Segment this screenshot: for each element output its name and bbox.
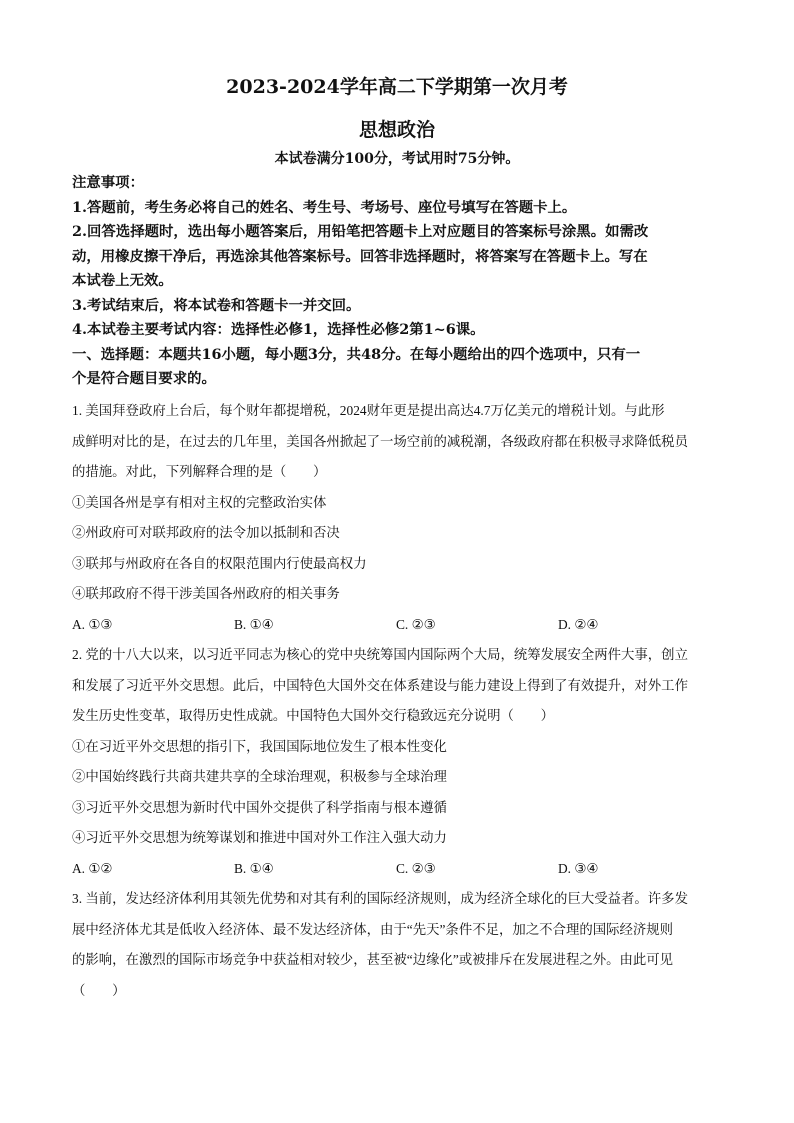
option-c: C. ②③ [396,616,436,632]
question-3 [72,884,722,1006]
statement: ③习近平外交思想为新时代中国外交提供了科学指南与根本遵循 [72,799,447,815]
options-row [72,610,722,641]
question-stem-line: 2. 党的十八大以来，以习近平同志为核心的党中央统筹国内国际两个大局，统筹发展安全两件大事，创立 [72,647,688,662]
statement: ②州政府可对联邦政府的法令加以抵制和否决 [72,525,340,540]
notes-section [72,171,722,392]
notes-heading: 注意事项： [72,174,144,191]
question-stem-line: 1. 美国拜登政府上台后，每个财年都提增税，2024财年更是提出高达4.7万亿美元的增税计划。与此形 [72,403,665,418]
question-stem-line: 发生历史性变革，取得历史性成就。中国特色大国外交行稳致远充分说明（ ） [72,708,555,723]
option-a: A. ①② [72,860,113,876]
question-1 [72,396,722,640]
options-row [72,854,722,885]
subject-title: 思想政治 [358,119,435,141]
question-stem-line: 和发展了习近平外交思想。此后，中国特色大国外交在体系建设与能力建设上得到了有效提升，对外工作 [72,677,688,693]
statement: ①在习近平外交思想的指引下，我国国际地位发生了根本性变化 [72,738,447,754]
section-heading: 个是符合题目要求的。 [72,370,216,387]
question-stem-line: 展中经济体尤其是低收入经济体、最不发达经济体，由于“先天”条件不足，加之不合理的国际经济规则 [72,921,674,937]
notes-line: 本试卷上无效。 [72,272,173,289]
option-c: C. ②③ [396,860,436,876]
notes-line: 4.本试卷主要考试内容：选择性必修1，选择性必修2第1~6课。 [72,321,485,338]
exam-title: 2023-2024学年高二下学期第一次月考 [226,76,568,98]
statement: ④联邦政府不得干涉美国各州政府的相关事务 [72,586,340,601]
option-d: D. ②④ [558,616,599,632]
statement: ①美国各州是享有相对主权的完整政治实体 [72,494,327,510]
questions-section [72,396,722,1006]
notes-line: 动，用橡皮擦干净后，再选涂其他答案标号。回答非选择题时，将答案写在答题卡上。写在 [72,247,648,265]
question-stem-line: 3. 当前，发达经济体利用其领先优势和对其有利的国际经济规则，成为经济全球化的巨大受益者。许多发 [72,891,688,906]
question-stem-line: （ ） [72,982,126,998]
question-stem-line: 成鲜明对比的是，在过去的几年里，美国各州掀起了一场空前的减税潮，各级政府都在积极寻求降低税员 [72,433,688,449]
option-b: B. ①④ [234,860,274,876]
statement: ④习近平外交思想为统筹谋划和推进中国对外工作注入强大动力 [72,830,447,845]
section-heading: 一、选择题：本题共16小题，每小题3分，共48分。在每小题给出的四个选项中，只有一 [72,345,641,363]
option-b: B. ①④ [234,616,274,632]
option-a: A. ①③ [72,616,113,632]
notes-line: 1.答题前，考生务必将自己的姓名、考生号、考场号、座位号填写在答题卡上。 [72,198,577,216]
exam-info: 本试卷满分100分，考试用时75分钟。 [274,151,520,167]
notes-line: 2.回答选择题时，选出每小题答案后，用铅笔把答题卡上对应题目的答案标号涂黑。如需改 [72,223,649,240]
statement: ③联邦与州政府在各自的权限范围内行使最高权力 [72,555,367,571]
notes-line: 3.考试结束后，将本试卷和答题卡一并交回。 [72,296,361,314]
option-d: D. ③④ [558,860,599,876]
statement: ②中国始终践行共商共建共享的全球治理观，积极参与全球治理 [72,769,447,784]
question-stem-line: 的影响，在激烈的国际市场竞争中获益相对较少，甚至被“边缘化”或被排斥在发展进程之外。由此可见 [72,952,674,967]
question-2 [72,640,722,884]
question-stem-line: 的措施。对此，下列解释合理的是（ ） [72,464,327,479]
